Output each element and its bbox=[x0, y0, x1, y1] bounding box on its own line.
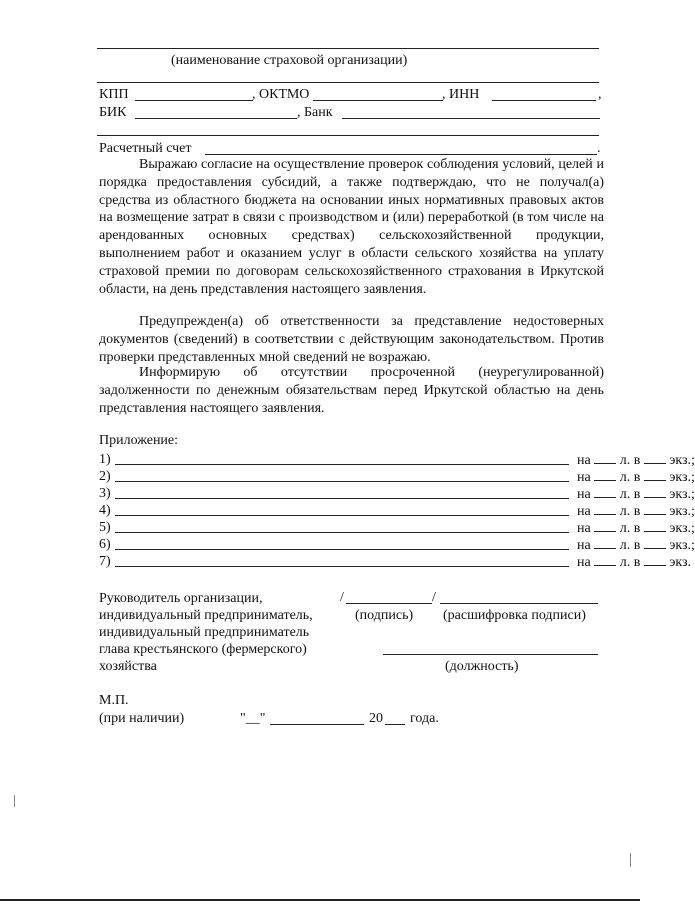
kpp-label: КПП bbox=[99, 87, 129, 102]
sheets-field[interactable] bbox=[594, 469, 616, 481]
signature-slash-2: / bbox=[432, 590, 436, 605]
date-year-suffix: года. bbox=[410, 711, 439, 726]
on-label: на bbox=[577, 555, 591, 570]
consent-text: Выражаю согласие на осуществление проверок соблюдения условий, целей и порядка предоставления субсидий, а также подтверждаю, что не получал(а) средства из областного бюджета на основании иных нормативных правовых актов на возмещение затрат в связи с производством и (или) переработкой (в том числе на арендованных основных средствах) сельскохозяйственной продукции, выполнением работ и оказанием услуг в области сельского хозяйства на уплату страховой премии по договорам сельскохозяйственного страхования в Иркутской области, на день представления настоящего заявления. bbox=[99, 157, 604, 297]
no-debt-text: Информирую об отсутствии просроченной (неурегулированной) задолженности по денежным обязательствам перед Иркутской областью на день представления настоящего заявления. bbox=[99, 365, 604, 416]
copies-field[interactable] bbox=[644, 520, 666, 532]
attachments-title: Приложение: bbox=[99, 433, 179, 448]
scan-artifact-left bbox=[14, 795, 15, 807]
copies-field[interactable] bbox=[644, 537, 666, 549]
no-debt-paragraph bbox=[99, 364, 604, 417]
attachment-row[interactable] bbox=[99, 520, 695, 537]
account-label: Расчетный счет bbox=[99, 141, 192, 156]
requisites-row-2 bbox=[99, 105, 604, 123]
requisites-row-1 bbox=[99, 87, 604, 105]
attachment-name-field[interactable] bbox=[115, 481, 569, 482]
signature-decode-field[interactable] bbox=[440, 603, 598, 604]
copies-label: экз.; bbox=[669, 504, 695, 519]
attachment-row[interactable] bbox=[99, 469, 695, 486]
sheets-field[interactable] bbox=[594, 537, 616, 549]
attachment-name-field[interactable] bbox=[115, 515, 569, 516]
signer-role-4: глава крестьянского (фермерского) bbox=[99, 642, 307, 657]
attachment-number: 1) bbox=[99, 452, 111, 467]
bank-label: , Банк bbox=[297, 105, 333, 120]
copies-label: экз.; bbox=[669, 487, 695, 502]
copies-label: экз.; bbox=[669, 470, 695, 485]
stamp-label: М.П. bbox=[99, 693, 129, 708]
oktmo-label: , ОКТМО bbox=[252, 87, 310, 102]
inn-label: , ИНН bbox=[442, 87, 480, 102]
stamp-if-any: (при наличии) bbox=[99, 711, 185, 726]
date-year-prefix: 20 bbox=[369, 711, 383, 726]
bank-field[interactable] bbox=[342, 118, 600, 119]
sheets-field[interactable] bbox=[594, 554, 616, 566]
liability-paragraph bbox=[99, 313, 604, 366]
date-year-field[interactable] bbox=[385, 724, 405, 725]
copies-label: экз.; bbox=[669, 538, 695, 553]
attachment-number: 6) bbox=[99, 537, 111, 552]
sheets-label: л. в bbox=[619, 538, 641, 553]
signature-slash-1: / bbox=[340, 590, 344, 605]
on-label: на bbox=[577, 453, 591, 468]
attachment-name-field[interactable] bbox=[115, 464, 569, 465]
attachment-name-field[interactable] bbox=[115, 498, 569, 499]
signature-caption: (подпись) bbox=[355, 608, 414, 623]
attachment-name-field[interactable] bbox=[115, 549, 569, 550]
attachment-row[interactable] bbox=[99, 503, 695, 520]
attachment-row[interactable] bbox=[99, 452, 695, 469]
copies-field[interactable] bbox=[644, 503, 666, 515]
sheets-field[interactable] bbox=[594, 452, 616, 464]
attachment-number: 5) bbox=[99, 520, 111, 535]
copies-field[interactable] bbox=[644, 469, 666, 481]
sheets-field[interactable] bbox=[594, 486, 616, 498]
kpp-field[interactable] bbox=[135, 100, 253, 101]
signer-role-2: индивидуальный предприниматель, bbox=[99, 608, 313, 623]
copies-label: экз.; bbox=[669, 521, 695, 536]
sheets-label: л. в bbox=[619, 555, 641, 570]
liability-text: Предупрежден(а) об ответственности за представление недостоверных документов (сведений) в соответствии с действующим законодательством. Против проверки представленных мной сведений не возражаю. bbox=[99, 314, 604, 365]
bik-label: БИК bbox=[99, 105, 127, 120]
attachment-row[interactable] bbox=[99, 554, 691, 571]
sheets-field[interactable] bbox=[594, 503, 616, 515]
position-caption: (должность) bbox=[445, 659, 519, 674]
account-field[interactable] bbox=[205, 154, 597, 155]
sheets-label: л. в bbox=[619, 470, 641, 485]
signer-role-1: Руководитель организации, bbox=[99, 591, 263, 606]
copies-field[interactable] bbox=[644, 452, 666, 464]
copies-label: экз. bbox=[669, 555, 691, 570]
on-label: на bbox=[577, 538, 591, 553]
signer-role-3: индивидуальный предприниматель bbox=[99, 625, 310, 640]
attachment-number: 4) bbox=[99, 503, 111, 518]
signer-role-5: хозяйства bbox=[99, 659, 157, 674]
scan-artifact-right bbox=[630, 853, 631, 867]
org-name-caption: (наименование страховой организации) bbox=[171, 53, 408, 68]
sheets-label: л. в bbox=[619, 487, 641, 502]
copies-field[interactable] bbox=[644, 486, 666, 498]
copies-label: экз.; bbox=[669, 453, 695, 468]
on-label: на bbox=[577, 521, 591, 536]
attachment-number: 2) bbox=[99, 469, 111, 484]
org-name-line[interactable] bbox=[97, 48, 599, 49]
signature-decode-caption: (расшифровка подписи) bbox=[443, 608, 586, 623]
org-extra-line[interactable] bbox=[97, 82, 599, 83]
sheets-field[interactable] bbox=[594, 520, 616, 532]
sheets-label: л. в bbox=[619, 504, 641, 519]
sheets-label: л. в bbox=[619, 521, 641, 536]
on-label: на bbox=[577, 487, 591, 502]
attachment-name-field[interactable] bbox=[115, 566, 569, 567]
inn-comma: , bbox=[598, 87, 602, 102]
attachment-number: 7) bbox=[99, 554, 111, 569]
oktmo-field[interactable] bbox=[313, 100, 443, 101]
copies-field[interactable] bbox=[644, 554, 666, 566]
account-period: . bbox=[597, 141, 601, 156]
signature-field[interactable] bbox=[346, 603, 432, 604]
bank-extra-line[interactable] bbox=[97, 135, 599, 136]
position-field[interactable] bbox=[383, 654, 598, 655]
bik-field[interactable] bbox=[135, 118, 297, 119]
attachment-name-field[interactable] bbox=[115, 532, 569, 533]
on-label: на bbox=[577, 504, 591, 519]
date-day-field[interactable]: "__" bbox=[240, 711, 266, 726]
attachment-row[interactable] bbox=[99, 537, 695, 554]
page-bottom-border bbox=[0, 899, 640, 901]
attachment-number: 3) bbox=[99, 486, 111, 501]
on-label: на bbox=[577, 470, 591, 485]
sheets-label: л. в bbox=[619, 453, 641, 468]
inn-field[interactable] bbox=[492, 100, 596, 101]
consent-paragraph bbox=[99, 156, 604, 298]
attachment-row[interactable] bbox=[99, 486, 695, 503]
date-month-field[interactable] bbox=[270, 724, 364, 725]
